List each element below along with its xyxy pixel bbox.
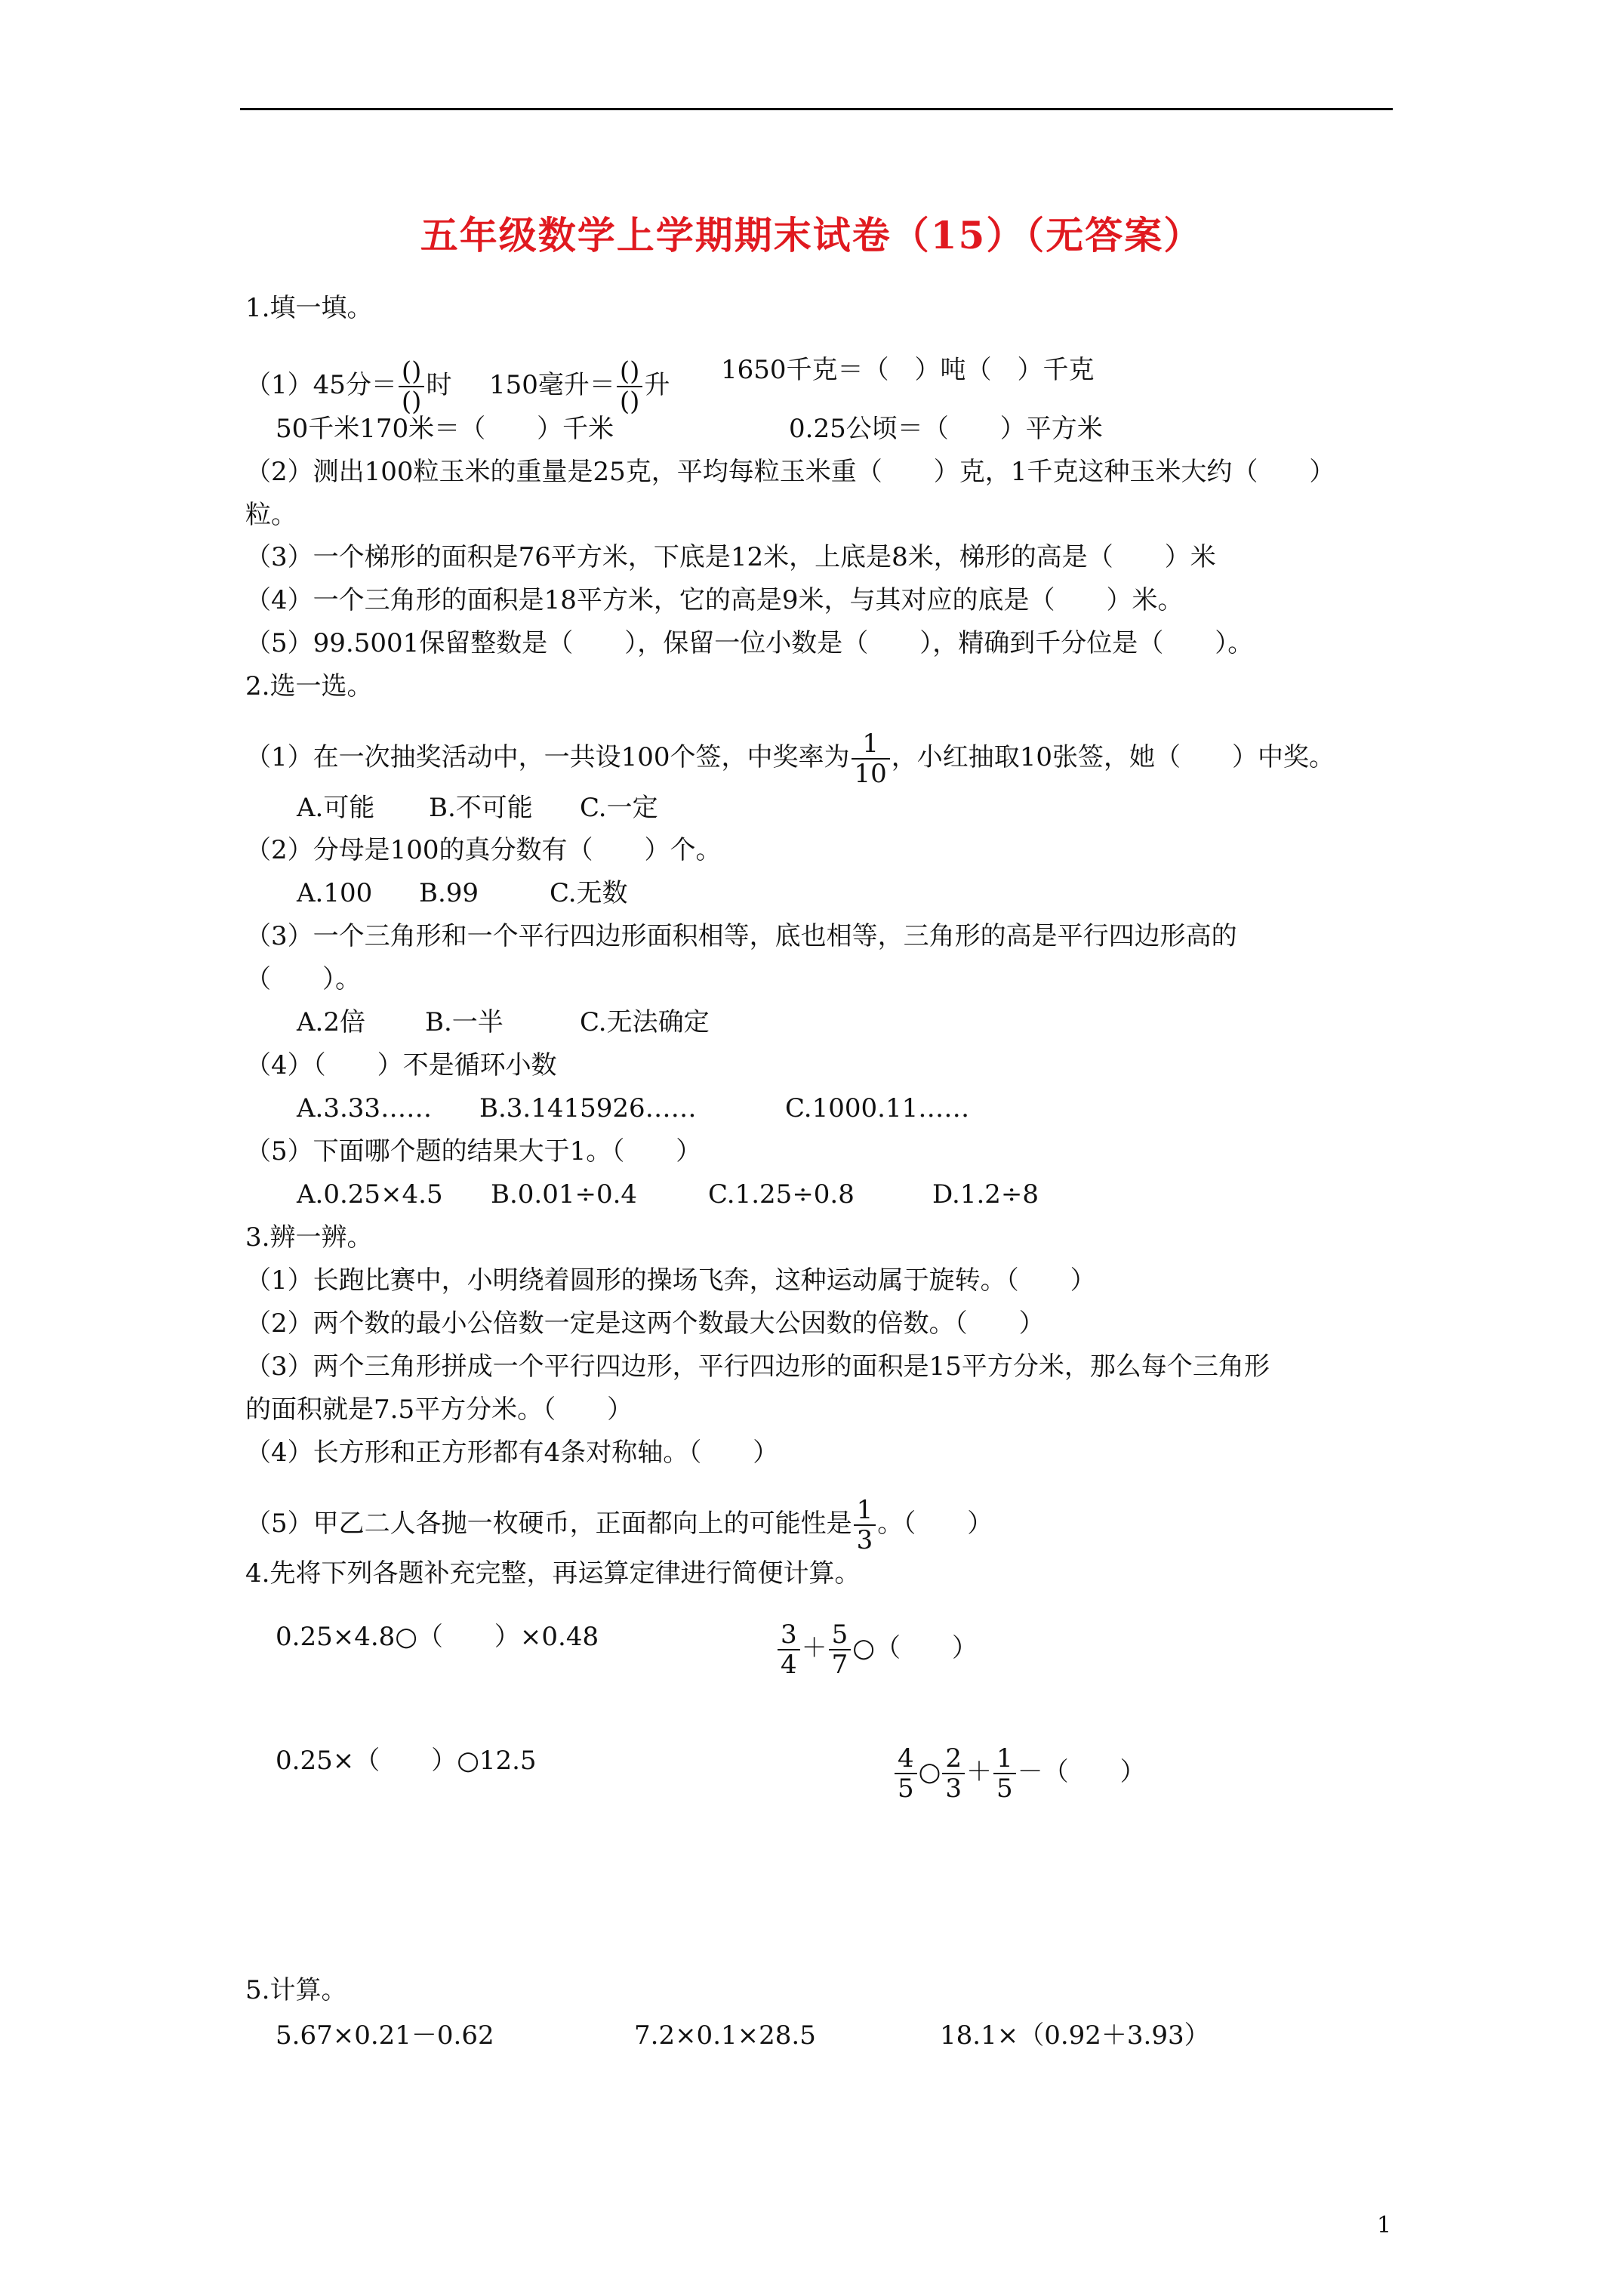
s2-q2: （2）分母是100的真分数有（ ）个。: [245, 835, 722, 865]
s1-q1-a-pre: （1）45分＝: [245, 370, 397, 400]
s1-q1-line2-b: 0.25公顷＝（ ）平方米: [789, 414, 1103, 444]
s5-item-3: 18.1×（0.92＋3.93）: [940, 2020, 1210, 2051]
s3-q2: （2）两个数的最小公倍数一定是这两个数最大公因数的倍数。（ ）: [245, 1308, 1045, 1339]
s1-q2-line2: 粒。: [245, 500, 297, 530]
s2-q1-option-b: B.不可能: [429, 793, 533, 823]
s1-q1-line2-a: 50千米170米＝（ ）千米: [276, 414, 614, 444]
s1-q1-c: 1650千克＝（ ）吨（ ）千克: [721, 355, 1095, 385]
s1-q1-line1: [245, 356, 452, 417]
s5-item-2: 7.2×0.1×28.5: [634, 2020, 816, 2051]
fraction-numerator: 3: [778, 1622, 800, 1650]
s1-q1-b: [489, 356, 670, 417]
fraction-denominator: 3: [945, 1774, 962, 1804]
s1-q1-b-pre: 150毫升＝: [489, 370, 615, 400]
s4-e4-op1: ○: [918, 1757, 941, 1787]
s4-expr-2: [776, 1622, 978, 1678]
s2-q3-line2: （ ）。: [245, 964, 361, 994]
fraction-denominator: (): [619, 387, 640, 417]
section-4-heading: 4.先将下列各题补充完整，再运算定律进行简便计算。: [245, 1558, 861, 1589]
s3-q5-post: 。（ ）: [877, 1509, 993, 1539]
s2-q4: （4）（ ）不是循环小数: [245, 1050, 557, 1080]
s3-q3-line1: （3）两个三角形拼成一个平行四边形，平行四边形的面积是15平方分米，那么每个三角形: [245, 1351, 1270, 1382]
fraction-numerator: (): [399, 359, 425, 387]
page-number: 1: [1377, 2212, 1392, 2239]
s2-q5: （5）下面哪个题的结果大于1。（ ）: [245, 1136, 702, 1166]
s2-q3-line1: （3）一个三角形和一个平行四边形面积相等，底也相等，三角形的高是平行四边形高的: [245, 921, 1237, 951]
fraction-numerator: (): [617, 359, 643, 387]
s3-q5-pre: （5）甲乙二人各抛一枚硬币，正面都向上的可能性是: [245, 1509, 852, 1539]
s3-q3-line2: 的面积就是7.5平方分米。（ ）: [245, 1395, 633, 1425]
s1-q5: （5）99.5001保留整数是（ ），保留一位小数是（ ），精确到千分位是（ ）。: [245, 628, 1254, 658]
section-5-heading: 5.计算。: [245, 1975, 347, 2005]
fraction-denominator: (): [401, 387, 422, 417]
header-rule: [240, 108, 1393, 110]
s1-q1-b-post: 升: [644, 370, 670, 400]
s4-e4-fraction-2: [942, 1743, 965, 1804]
fraction-numerator: 5: [829, 1622, 852, 1650]
s2-q4-option-a: A.3.33……: [297, 1093, 433, 1123]
s3-q5-fraction: [854, 1497, 876, 1553]
s2-q4-option-c: C.1000.11……: [785, 1093, 970, 1123]
s2-q4-option-b: B.3.1415926……: [479, 1093, 697, 1123]
s1-q3: （3）一个梯形的面积是76平方米，下底是12米，上底是8米，梯形的高是（ ）米: [245, 542, 1216, 572]
s5-item-1: 5.67×0.21－0.62: [276, 2020, 494, 2051]
fraction-denominator: 5: [898, 1774, 914, 1804]
s2-q1-pre: （1）在一次抽奖活动中，一共设100个签，中奖率为: [245, 742, 850, 772]
s4-e4-rest: －（ ）: [1017, 1757, 1146, 1787]
s4-e4-op2: ＋: [965, 1757, 992, 1787]
s4-expr-1: 0.25×4.8○（ ）×0.48: [276, 1622, 599, 1652]
fraction-denominator: 5: [996, 1774, 1013, 1804]
fraction-denominator: 10: [854, 759, 887, 789]
s2-q3-option-a: A.2倍: [297, 1007, 365, 1037]
fraction-denominator: 4: [781, 1650, 797, 1680]
s2-q5-option-b: B.0.01÷0.4: [491, 1179, 638, 1210]
s1-q2-line1: （2）测出100粒玉米的重量是25克，平均每粒玉米重（ ）克，1千克这种玉米大约（ ）: [245, 457, 1335, 487]
s2-q2-option-a: A.100: [297, 878, 373, 908]
section-1-heading: 1.填一填。: [245, 293, 373, 323]
section-2-heading: 2.选一选。: [245, 671, 373, 701]
fraction-numerator: 2: [942, 1746, 965, 1774]
s2-q3-option-c: C.无法确定: [580, 1007, 710, 1037]
fraction-denominator: 7: [831, 1650, 848, 1680]
s2-q3-option-b: B.一半: [425, 1007, 504, 1037]
s4-expr-3: 0.25×（ ）○12.5: [276, 1746, 537, 1776]
s4-expr-4: [893, 1743, 1146, 1804]
s2-q2-option-c: C.无数: [550, 878, 628, 908]
s2-q1-post: ，小红抽取10张签，她（ ）中奖。: [891, 742, 1335, 772]
fraction-denominator: 3: [856, 1525, 873, 1555]
s1-q1-a-post: 时: [426, 370, 452, 400]
s2-q2-option-b: B.99: [419, 878, 479, 908]
page-title: 五年级数学上学期期末试卷（15）（无答案）: [420, 213, 1203, 257]
section-3-heading: 3.辨一辨。: [245, 1222, 373, 1253]
s3-q1: （1）长跑比赛中，小明绕着圆形的操场飞奔，这种运动属于旋转。（ ）: [245, 1265, 1096, 1296]
s4-e2-rest: ○（ ）: [852, 1633, 978, 1663]
s4-e4-fraction-1: [895, 1743, 917, 1804]
s2-q1: [245, 731, 1335, 787]
s2-q1-option-c: C.一定: [580, 793, 658, 823]
fraction-numerator: 1: [993, 1746, 1016, 1774]
s2-q1-fraction: [852, 731, 890, 787]
s3-q4: （4）长方形和正方形都有4条对称轴。（ ）: [245, 1438, 779, 1468]
s4-e2-op1: ＋: [801, 1633, 827, 1663]
s3-q5: [245, 1497, 993, 1553]
s4-e2-fraction-1: [778, 1622, 800, 1678]
s4-e2-fraction-2: [829, 1622, 852, 1678]
s1-q1-b-fraction: [617, 356, 643, 417]
fraction-numerator: 1: [852, 731, 890, 760]
fraction-numerator: 1: [854, 1497, 876, 1526]
s2-q5-option-c: C.1.25÷0.8: [708, 1179, 855, 1210]
fraction-numerator: 4: [895, 1746, 917, 1774]
s2-q5-option-d: D.1.2÷8: [932, 1179, 1039, 1210]
s4-e4-fraction-3: [993, 1743, 1016, 1804]
s2-q5-option-a: A.0.25×4.5: [297, 1179, 443, 1210]
s1-q1-a-fraction: [399, 356, 425, 417]
s1-q4: （4）一个三角形的面积是18平方米，它的高是9米，与其对应的底是（ ）米。: [245, 585, 1184, 615]
s2-q1-option-a: A.可能: [297, 793, 375, 823]
